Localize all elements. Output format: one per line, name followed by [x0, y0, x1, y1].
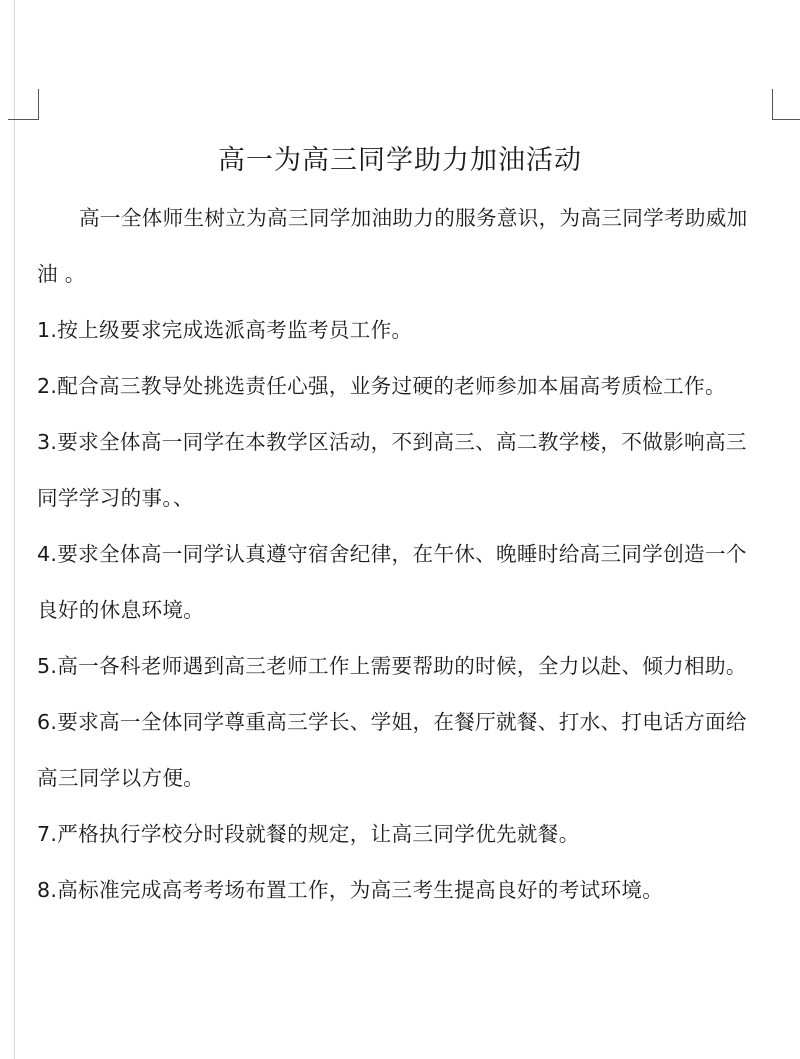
- margin-corner-mark-top-right: [772, 89, 800, 120]
- list-item-7: 7.严格执行学校分时段就餐的规定，让高三同学优先就餐。: [37, 822, 580, 846]
- list-item-8: 8.高标准完成高考考场布置工作，为高三考生提高良好的考试环境。: [37, 878, 664, 902]
- document-body: [37, 190, 767, 918]
- list-item-1: 1.按上级要求完成选派高考监考员工作。: [37, 318, 413, 342]
- list-item-5: 5.高一各科老师遇到高三老师工作上需要帮助的时候，全力以赴、倾力相助。: [37, 654, 747, 678]
- list-item-6: 6.要求高一全体同学尊重高三学长、学姐，在餐厅就餐、打水、打电话方面给高三同学以方便。: [37, 710, 747, 790]
- margin-corner-mark-top-left: [8, 89, 39, 120]
- list-item-2: 2.配合高三教导处挑选责任心强，业务过硬的老师参加本届高考质检工作。: [37, 374, 726, 398]
- document-title: 高一为高三同学助力加油活动: [218, 145, 582, 176]
- list-item-4: 4.要求全体高一同学认真遵守宿舍纪律，在午休、晚睡时给高三同学创造一个良好的休息环境。: [37, 542, 747, 622]
- list-item-3: 3.要求全体高一同学在本教学区活动，不到高三、高二教学楼，不做影响高三同学学习的事。、: [37, 430, 747, 510]
- intro-paragraph: 高一全体师生树立为高三同学加油助力的服务意识，为高三同学考助威加油 。: [37, 206, 748, 286]
